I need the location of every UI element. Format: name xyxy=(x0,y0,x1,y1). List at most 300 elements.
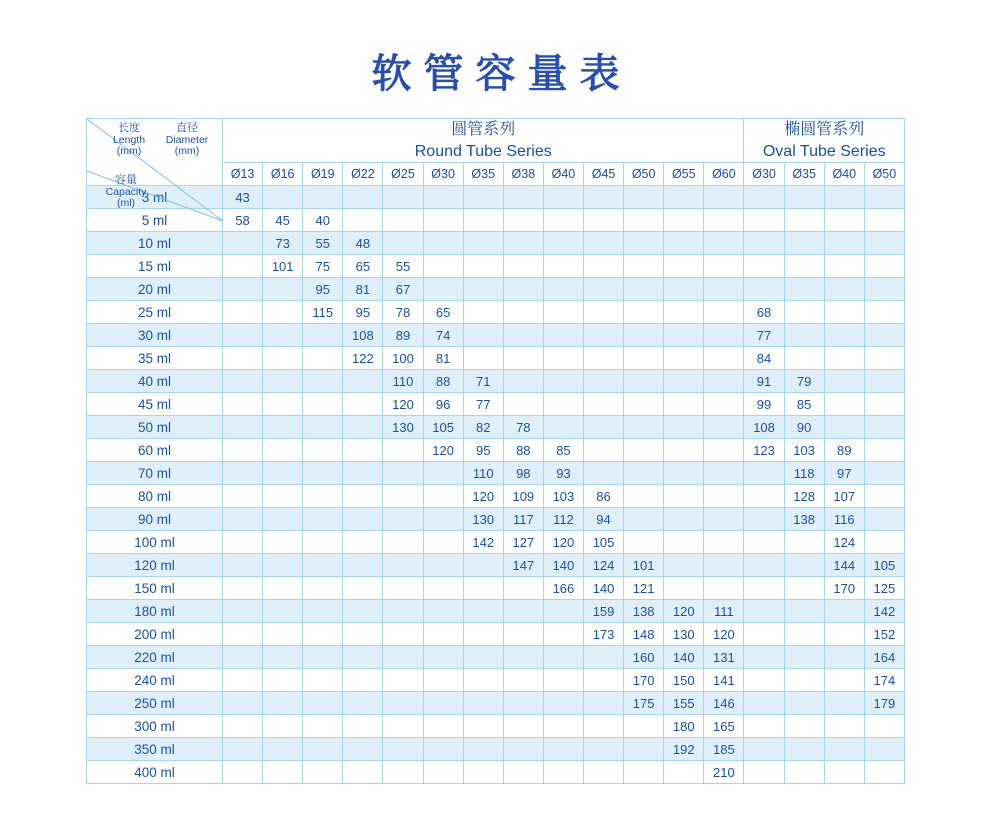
cell-empty xyxy=(664,554,704,577)
cell-empty xyxy=(463,232,503,255)
cell-empty xyxy=(824,715,864,738)
cell-empty xyxy=(624,508,664,531)
cell-empty xyxy=(543,255,583,278)
cell-value: 130 xyxy=(383,416,423,439)
cell-empty xyxy=(503,255,543,278)
cell-empty xyxy=(423,462,463,485)
cell-value: 180 xyxy=(664,715,704,738)
cell-value: 123 xyxy=(744,439,784,462)
cell-empty xyxy=(263,761,303,784)
cell-value: 112 xyxy=(543,508,583,531)
cell-value: 125 xyxy=(864,577,904,600)
row-label-capacity: 80 ml xyxy=(87,485,223,508)
row-label-capacity: 50 ml xyxy=(87,416,223,439)
cell-value: 138 xyxy=(624,600,664,623)
cell-empty xyxy=(263,393,303,416)
cell-empty xyxy=(784,600,824,623)
cell-empty xyxy=(583,692,623,715)
cell-empty xyxy=(223,416,263,439)
cell-empty xyxy=(343,393,383,416)
cell-empty xyxy=(583,324,623,347)
cell-empty xyxy=(423,186,463,209)
cell-empty xyxy=(704,531,744,554)
cell-value: 86 xyxy=(583,485,623,508)
cell-empty xyxy=(303,646,343,669)
cell-empty xyxy=(423,278,463,301)
cell-empty xyxy=(223,554,263,577)
cell-empty xyxy=(263,577,303,600)
cell-empty xyxy=(383,462,423,485)
cell-empty xyxy=(263,646,303,669)
cell-empty xyxy=(624,255,664,278)
cell-empty xyxy=(343,531,383,554)
cell-empty xyxy=(263,485,303,508)
cell-empty xyxy=(303,393,343,416)
cell-empty xyxy=(223,761,263,784)
cell-value: 115 xyxy=(303,301,343,324)
cell-value: 74 xyxy=(423,324,463,347)
cell-empty xyxy=(303,324,343,347)
table-row xyxy=(87,324,905,347)
row-label-capacity: 5 ml xyxy=(87,209,223,232)
cell-value: 118 xyxy=(784,462,824,485)
cell-empty xyxy=(664,186,704,209)
cell-empty xyxy=(343,600,383,623)
cell-empty xyxy=(423,531,463,554)
cell-empty xyxy=(824,301,864,324)
cell-empty xyxy=(744,761,784,784)
cell-empty xyxy=(704,393,744,416)
cell-empty xyxy=(423,577,463,600)
row-label-capacity: 300 ml xyxy=(87,715,223,738)
cell-empty xyxy=(744,577,784,600)
cell-empty xyxy=(784,531,824,554)
cell-empty xyxy=(463,738,503,761)
cell-empty xyxy=(744,186,784,209)
cell-empty xyxy=(583,301,623,324)
cell-value: 77 xyxy=(463,393,503,416)
cell-empty xyxy=(503,692,543,715)
table-row xyxy=(87,370,905,393)
cell-empty xyxy=(223,255,263,278)
cell-empty xyxy=(343,370,383,393)
cell-empty xyxy=(543,715,583,738)
cell-empty xyxy=(864,508,904,531)
cell-empty xyxy=(664,439,704,462)
corner-label-length xyxy=(101,123,157,158)
cell-value: 103 xyxy=(543,485,583,508)
cell-value: 120 xyxy=(423,439,463,462)
cell-value: 150 xyxy=(664,669,704,692)
cell-empty xyxy=(583,738,623,761)
table-row xyxy=(87,646,905,669)
cell-empty xyxy=(824,600,864,623)
cell-empty xyxy=(664,508,704,531)
cell-empty xyxy=(704,485,744,508)
cell-value: 48 xyxy=(343,232,383,255)
cell-value: 142 xyxy=(864,600,904,623)
cell-empty xyxy=(463,278,503,301)
cell-empty xyxy=(223,347,263,370)
cell-empty xyxy=(223,324,263,347)
diameter-header-11: Ø55 xyxy=(664,163,704,186)
cell-empty xyxy=(784,646,824,669)
cell-empty xyxy=(543,738,583,761)
cell-empty xyxy=(343,669,383,692)
corner-capacity-unit: (ml) xyxy=(116,197,136,210)
diameter-header-9: Ø45 xyxy=(583,163,623,186)
cell-empty xyxy=(263,186,303,209)
row-label-capacity: 10 ml xyxy=(87,232,223,255)
cell-value: 88 xyxy=(503,439,543,462)
cell-empty xyxy=(303,485,343,508)
cell-value: 81 xyxy=(343,278,383,301)
cell-value: 152 xyxy=(864,623,904,646)
hose-capacity-table xyxy=(86,118,905,784)
cell-empty xyxy=(383,232,423,255)
cell-value: 124 xyxy=(583,554,623,577)
cell-empty xyxy=(824,347,864,370)
cell-value: 105 xyxy=(864,554,904,577)
cell-empty xyxy=(503,232,543,255)
cell-empty xyxy=(463,324,503,347)
cell-empty xyxy=(503,715,543,738)
diameter-header-15: Ø40 xyxy=(824,163,864,186)
cell-value: 75 xyxy=(303,255,343,278)
cell-empty xyxy=(343,715,383,738)
cell-empty xyxy=(744,646,784,669)
cell-value: 166 xyxy=(543,577,583,600)
cell-value: 164 xyxy=(864,646,904,669)
row-label-capacity: 90 ml xyxy=(87,508,223,531)
cell-empty xyxy=(704,186,744,209)
cell-empty xyxy=(463,301,503,324)
cell-value: 185 xyxy=(704,738,744,761)
cell-empty xyxy=(624,347,664,370)
cell-empty xyxy=(704,370,744,393)
cell-empty xyxy=(263,301,303,324)
cell-value: 160 xyxy=(624,646,664,669)
cell-value: 122 xyxy=(343,347,383,370)
cell-empty xyxy=(223,393,263,416)
cell-value: 95 xyxy=(343,301,383,324)
cell-empty xyxy=(824,692,864,715)
cell-value: 110 xyxy=(383,370,423,393)
cell-value: 101 xyxy=(624,554,664,577)
cell-empty xyxy=(624,370,664,393)
cell-empty xyxy=(784,554,824,577)
diameter-header-10: Ø50 xyxy=(624,163,664,186)
cell-empty xyxy=(383,186,423,209)
table-row xyxy=(87,439,905,462)
cell-empty xyxy=(223,646,263,669)
cell-empty xyxy=(463,347,503,370)
cell-empty xyxy=(664,209,704,232)
cell-value: 65 xyxy=(343,255,383,278)
cell-empty xyxy=(263,439,303,462)
table-row xyxy=(87,485,905,508)
cell-value: 105 xyxy=(583,531,623,554)
cell-empty xyxy=(624,278,664,301)
cell-empty xyxy=(824,738,864,761)
cell-value: 77 xyxy=(744,324,784,347)
row-label-capacity: 200 ml xyxy=(87,623,223,646)
row-label-capacity: 3 ml xyxy=(87,186,223,209)
corner-label-diameter xyxy=(157,123,217,158)
row-label-capacity: 240 ml xyxy=(87,669,223,692)
cell-value: 127 xyxy=(503,531,543,554)
cell-value: 78 xyxy=(503,416,543,439)
cell-value: 140 xyxy=(583,577,623,600)
cell-empty xyxy=(383,761,423,784)
cell-empty xyxy=(543,416,583,439)
cell-value: 78 xyxy=(383,301,423,324)
cell-empty xyxy=(383,715,423,738)
cell-empty xyxy=(303,186,343,209)
cell-empty xyxy=(583,278,623,301)
cell-empty xyxy=(583,255,623,278)
cell-empty xyxy=(543,692,583,715)
cell-empty xyxy=(423,669,463,692)
cell-value: 95 xyxy=(463,439,503,462)
table-row xyxy=(87,623,905,646)
cell-empty xyxy=(223,577,263,600)
cell-empty xyxy=(583,370,623,393)
row-label-capacity: 400 ml xyxy=(87,761,223,784)
cell-empty xyxy=(223,462,263,485)
cell-empty xyxy=(704,508,744,531)
cell-empty xyxy=(824,416,864,439)
cell-empty xyxy=(503,393,543,416)
cell-value: 174 xyxy=(864,669,904,692)
diameter-header-7: Ø38 xyxy=(503,163,543,186)
cell-empty xyxy=(824,209,864,232)
cell-value: 90 xyxy=(784,416,824,439)
cell-empty xyxy=(303,554,343,577)
cell-empty xyxy=(824,370,864,393)
group-header-oval xyxy=(744,119,904,163)
cell-empty xyxy=(864,301,904,324)
cell-empty xyxy=(744,715,784,738)
corner-diameter-unit: (mm) xyxy=(174,145,200,158)
cell-value: 192 xyxy=(664,738,704,761)
cell-value: 94 xyxy=(583,508,623,531)
cell-empty xyxy=(583,646,623,669)
cell-empty xyxy=(303,761,343,784)
cell-empty xyxy=(624,416,664,439)
cell-empty xyxy=(423,761,463,784)
cell-value: 146 xyxy=(704,692,744,715)
cell-empty xyxy=(303,347,343,370)
cell-empty xyxy=(223,692,263,715)
cell-value: 101 xyxy=(263,255,303,278)
cell-empty xyxy=(223,232,263,255)
cell-empty xyxy=(824,623,864,646)
cell-empty xyxy=(624,439,664,462)
cell-empty xyxy=(624,738,664,761)
cell-empty xyxy=(503,186,543,209)
cell-value: 105 xyxy=(423,416,463,439)
cell-empty xyxy=(624,301,664,324)
cell-empty xyxy=(303,623,343,646)
header-row-groups xyxy=(87,119,905,163)
cell-empty xyxy=(864,347,904,370)
cell-empty xyxy=(303,692,343,715)
cell-empty xyxy=(343,554,383,577)
cell-empty xyxy=(824,646,864,669)
corner-capacity-cn: 容量 xyxy=(115,174,137,186)
cell-value: 71 xyxy=(463,370,503,393)
capacity-table-container xyxy=(86,118,904,784)
cell-empty xyxy=(864,255,904,278)
cell-empty xyxy=(543,186,583,209)
cell-empty xyxy=(624,531,664,554)
cell-value: 68 xyxy=(744,301,784,324)
diameter-header-14: Ø35 xyxy=(784,163,824,186)
cell-empty xyxy=(343,738,383,761)
cell-value: 85 xyxy=(543,439,583,462)
cell-empty xyxy=(463,669,503,692)
cell-value: 120 xyxy=(463,485,503,508)
cell-empty xyxy=(223,715,263,738)
cell-value: 108 xyxy=(744,416,784,439)
cell-value: 116 xyxy=(824,508,864,531)
cell-empty xyxy=(463,600,503,623)
cell-empty xyxy=(704,324,744,347)
cell-empty xyxy=(824,255,864,278)
table-row xyxy=(87,347,905,370)
cell-value: 89 xyxy=(824,439,864,462)
diameter-header-12: Ø60 xyxy=(704,163,744,186)
cell-empty xyxy=(784,301,824,324)
cell-empty xyxy=(263,600,303,623)
cell-empty xyxy=(704,209,744,232)
cell-empty xyxy=(263,278,303,301)
cell-empty xyxy=(784,186,824,209)
cell-empty xyxy=(664,278,704,301)
cell-empty xyxy=(864,370,904,393)
cell-empty xyxy=(383,600,423,623)
cell-empty xyxy=(423,508,463,531)
row-label-capacity: 220 ml xyxy=(87,646,223,669)
cell-empty xyxy=(303,439,343,462)
cell-empty xyxy=(303,715,343,738)
cell-empty xyxy=(343,692,383,715)
cell-empty xyxy=(784,761,824,784)
corner-diameter-en: Diameter xyxy=(165,133,209,146)
cell-empty xyxy=(704,439,744,462)
cell-empty xyxy=(664,370,704,393)
table-row xyxy=(87,393,905,416)
cell-value: 107 xyxy=(824,485,864,508)
group-header-en: Oval Tube Series xyxy=(762,142,886,160)
cell-empty xyxy=(343,485,383,508)
cell-value: 96 xyxy=(423,393,463,416)
cell-empty xyxy=(664,761,704,784)
cell-value: 120 xyxy=(704,623,744,646)
cell-empty xyxy=(824,324,864,347)
cell-empty xyxy=(223,669,263,692)
cell-empty xyxy=(343,623,383,646)
cell-empty xyxy=(263,692,303,715)
cell-empty xyxy=(744,209,784,232)
cell-empty xyxy=(343,462,383,485)
cell-value: 120 xyxy=(543,531,583,554)
cell-empty xyxy=(664,485,704,508)
cell-empty xyxy=(303,577,343,600)
cell-empty xyxy=(864,485,904,508)
cell-value: 130 xyxy=(664,623,704,646)
cell-empty xyxy=(383,209,423,232)
cell-empty xyxy=(664,232,704,255)
cell-empty xyxy=(263,370,303,393)
cell-empty xyxy=(624,232,664,255)
cell-value: 81 xyxy=(423,347,463,370)
cell-value: 97 xyxy=(824,462,864,485)
cell-empty xyxy=(583,347,623,370)
cell-empty xyxy=(624,715,664,738)
cell-empty xyxy=(543,393,583,416)
cell-value: 88 xyxy=(423,370,463,393)
cell-empty xyxy=(744,508,784,531)
diameter-header-2: Ø19 xyxy=(303,163,343,186)
cell-empty xyxy=(784,255,824,278)
cell-empty xyxy=(864,186,904,209)
cell-empty xyxy=(383,692,423,715)
cell-empty xyxy=(263,462,303,485)
cell-value: 117 xyxy=(503,508,543,531)
cell-empty xyxy=(864,232,904,255)
cell-value: 144 xyxy=(824,554,864,577)
cell-value: 210 xyxy=(704,761,744,784)
cell-empty xyxy=(223,278,263,301)
cell-empty xyxy=(463,577,503,600)
cell-empty xyxy=(263,623,303,646)
cell-empty xyxy=(343,186,383,209)
cell-empty xyxy=(864,209,904,232)
cell-empty xyxy=(583,462,623,485)
cell-empty xyxy=(543,301,583,324)
cell-empty xyxy=(463,646,503,669)
cell-empty xyxy=(503,301,543,324)
cell-empty xyxy=(543,761,583,784)
cell-empty xyxy=(824,761,864,784)
cell-empty xyxy=(864,324,904,347)
cell-empty xyxy=(704,347,744,370)
cell-empty xyxy=(503,600,543,623)
cell-empty xyxy=(784,623,824,646)
cell-empty xyxy=(343,577,383,600)
cell-value: 67 xyxy=(383,278,423,301)
corner-capacity-en: Capacity xyxy=(105,185,147,198)
cell-empty xyxy=(704,577,744,600)
diameter-header-0: Ø13 xyxy=(223,163,263,186)
row-label-capacity: 120 ml xyxy=(87,554,223,577)
cell-empty xyxy=(624,462,664,485)
cell-empty xyxy=(263,531,303,554)
cell-value: 58 xyxy=(223,209,263,232)
cell-empty xyxy=(263,738,303,761)
cell-empty xyxy=(423,554,463,577)
cell-value: 165 xyxy=(704,715,744,738)
cell-empty xyxy=(624,186,664,209)
cell-empty xyxy=(503,209,543,232)
diameter-header-16: Ø50 xyxy=(864,163,904,186)
cell-value: 82 xyxy=(463,416,503,439)
cell-empty xyxy=(824,186,864,209)
cell-empty xyxy=(383,485,423,508)
cell-value: 100 xyxy=(383,347,423,370)
